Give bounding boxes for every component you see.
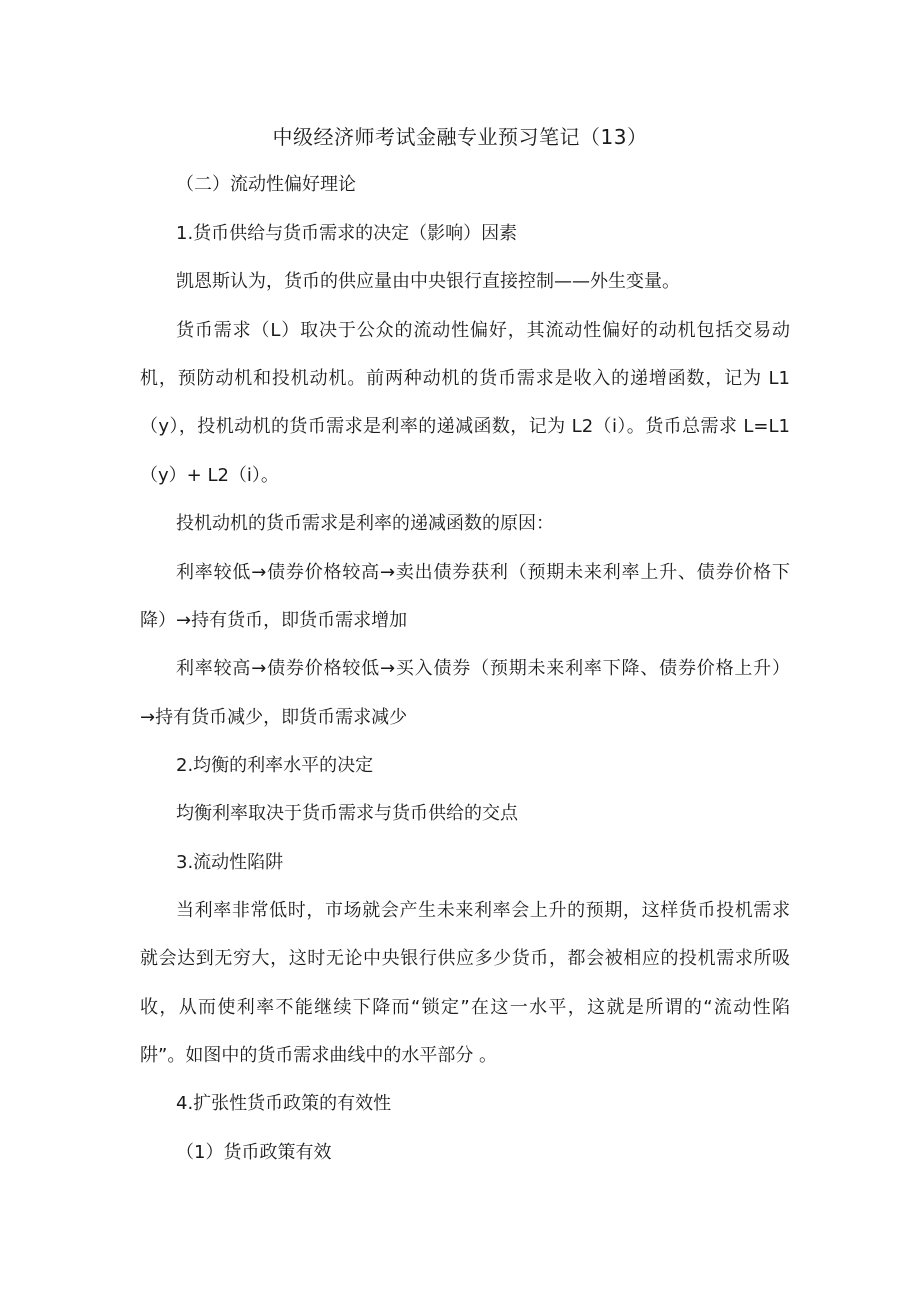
subheading-liquidity-trap: 3.流动性陷阱 <box>176 852 284 873</box>
subheading-policy-effective: （1）货币政策有效 <box>176 1142 332 1163</box>
paragraph-equilibrium-rate: 均衡利率取决于货币需求与货币供给的交点 <box>176 803 518 824</box>
paragraph-trap-line-4: 阱”。如图中的货币需求曲线中的水平部分 。 <box>140 1045 498 1066</box>
subheading-expansionary-policy: 4.扩张性货币政策的有效性 <box>176 1093 392 1114</box>
paragraph-low-rate-line-1: 利率较低→债券价格较高→卖出债券获利（预期未来利率上升、债券价格下 <box>176 562 790 583</box>
subheading-equilibrium-rate: 2.均衡的利率水平的决定 <box>176 755 374 776</box>
paragraph-high-rate-line-1: 利率较高→债券价格较低→买入债券（预期未来利率下降、债券价格上升） <box>176 658 790 679</box>
paragraph-demand-line-2: 机，预防动机和投机动机。前两种动机的货币需求是收入的递增函数，记为 L1 <box>140 368 790 389</box>
paragraph-demand-line-4: （y）+ L2（i）。 <box>140 465 279 486</box>
paragraph-demand-line-3: （y），投机动机的货币需求是利率的递减函数，记为 L2（i）。货币总需求 L=L1 <box>140 416 790 437</box>
paragraph-trap-line-1: 当利率非常低时，市场就会产生未来利率会上升的预期，这样货币投机需求 <box>176 900 790 921</box>
paragraph-demand-line-1: 货币需求（L）取决于公众的流动性偏好，其流动性偏好的动机包括交易动 <box>176 320 790 341</box>
paragraph-reason-intro: 投机动机的货币需求是利率的递减函数的原因： <box>176 513 554 534</box>
paragraph-high-rate-line-2: →持有货币减少，即货币需求减少 <box>140 707 408 728</box>
paragraph-trap-line-2: 就会达到无穷大，这时无论中央银行供应多少货币，都会被相应的投机需求所吸 <box>140 948 790 969</box>
paragraph-keynes-supply: 凯恩斯认为，货币的供应量由中央银行直接控制——外生变量。 <box>176 271 680 292</box>
paragraph-low-rate-line-2: 降）→持有货币，即货币需求增加 <box>140 610 408 631</box>
section-heading-liquidity-preference: （二）流动性偏好理论 <box>176 174 356 195</box>
paragraph-trap-line-3: 收，从而使利率不能继续下降而“锁定”在这一水平，这就是所谓的“流动性陷 <box>140 997 790 1018</box>
subheading-supply-demand-factors: 1.货币供给与货币需求的决定（影响）因素 <box>176 223 518 244</box>
document-title: 中级经济师考试金融专业预习笔记（13） <box>272 125 648 149</box>
